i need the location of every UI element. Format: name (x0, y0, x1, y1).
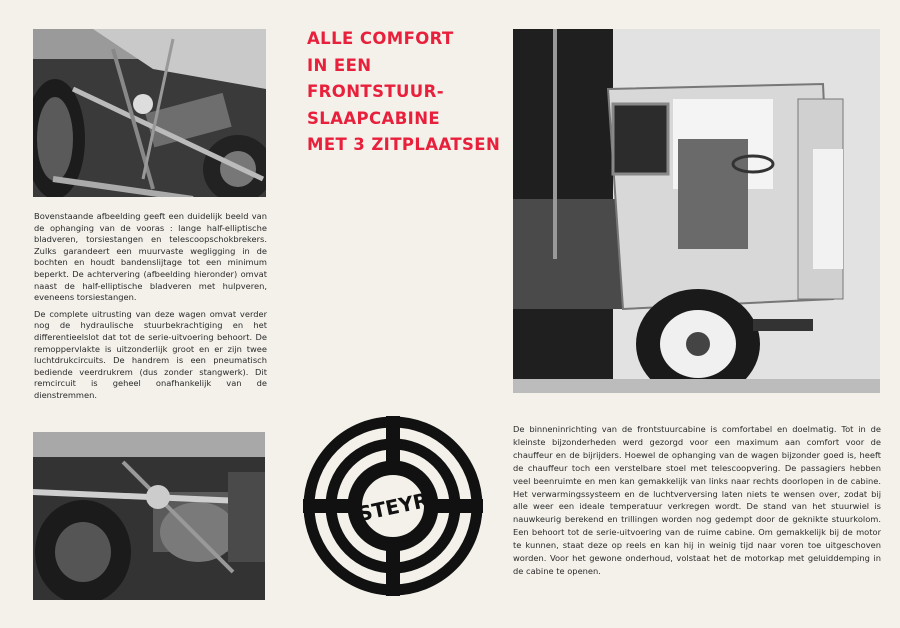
headline-line-5: MET 3 ZITPLAATSEN (307, 135, 501, 154)
steyr-logo-text: STEYR (355, 487, 431, 527)
right-paragraph-1: De binneninrichting van de frontstuurcabine is comfortabel en doelmatig. Tot in de kleinste bijzonderheden werd gezorgd voor een maximum aan comfort voor de chauffeur en de bijrijders. Hoewel de ophanging van de wagen bijzonder goed is, heeft de chauffeur toch een verstelbare stoel met telescoopvering. De passagiers hebben veel beenruimte en men kan gemakkelijk van links naar rechts doorlopen in de cabine. Het verwarmingssysteem en de luchtverversing laten niets te wensen over, zodat bij alle weer een ideale temperatuur verkregen wordt. De stand van het stuurwiel is nauwkeurig berekend en trillingen worden nog gedempt door de geknikte stuurkolom. Een behoort tot de serie-uitvoering van de ruime cabine. Om gemakkelijk bij de motor te kunnen, staat deze op reels en kan hij in weinig tijd naar voren toe uitgeschoven worden. Voor het gewone onderhoud, volstaat het de motorkap met geluiddemping in de cabine te openen. (513, 424, 881, 576)
steyr-logo (303, 416, 483, 596)
headline-line-4: SLAAPCABINE (307, 108, 441, 128)
right-description-text (513, 423, 881, 583)
rear-suspension-photo (33, 432, 265, 600)
headline-line-3: FRONTSTUUR- (307, 82, 444, 101)
left-paragraph-2: De complete uitrusting van deze wagen omvat verder nog de hydraulische stuurbekrachtiging en het differentieelslot dat tot de serie-uitvoering behoort. De remoppervlakte is uitzonderlijk groot en er zijn twee luchtdrukcircuits. De handrem is een pneumatisch bediende veerdrukrem (dus zonder stangwerk). Dit remcircuit is geheel onafhankelijk van de dienstremmen. (34, 308, 267, 400)
headline-line-2: IN EEN (307, 55, 372, 75)
left-paragraph-1: Bovenstaande afbeelding geeft een duidelijk beeld van de ophanging van de vooras : lange half-elliptische bladveren, torsiestangen en telescoopschokbrekers. Zulks garandeert een muurvaste wegligging in de bochten en houdt bandenslijtage tot een minimum beperkt. De achtervering (afbeelding hieronder) omvat naast de half-elliptische bladveren met hulpveren, eveneens torsiestangen. (34, 211, 267, 303)
left-description-text (34, 211, 267, 407)
front-suspension-photo (33, 29, 266, 197)
headline-line-1: ALLE COMFORT (307, 29, 454, 48)
cabin-photo (513, 29, 880, 393)
headline (307, 26, 507, 159)
